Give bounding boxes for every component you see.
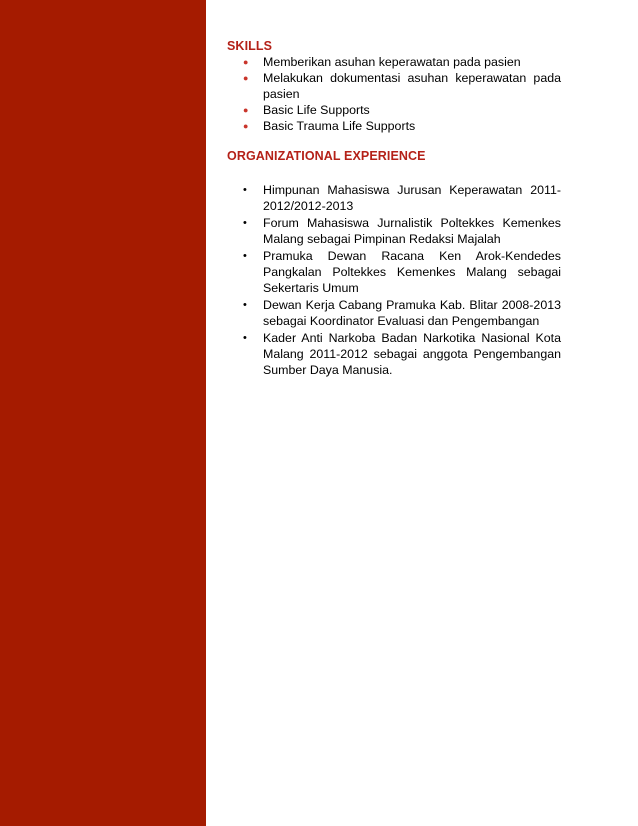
skill-text: Melakukan dokumentasi asuhan keperawatan pada pasien [263,71,561,101]
bullet-dot-icon: ● [243,121,249,131]
org-text: Pramuka Dewan Racana Ken Arok-Kendedes Pangkalan Poltekkes Kemenkes Malang sebagai Sekertaris Umum [263,249,561,295]
bullet-dot-icon: ● [243,105,249,115]
org-list-item [227,297,561,329]
org-text: Dewan Kerja Cabang Pramuka Kab. Blitar 2008-2013 sebagai Koordinator Evaluasi dan Pengembangan [263,298,561,328]
org-text: Himpunan Mahasiswa Jurusan Keperawatan 2011-2012/2012-2013 [263,183,561,213]
org-list-item [227,182,561,214]
bullet-dot-icon: • [243,299,247,311]
sidebar-panel [0,0,206,826]
org-list-item [227,248,561,296]
organizational-experience-list [227,182,561,378]
resume-content [227,32,561,379]
skills-list-item [227,118,561,134]
skill-text: Basic Life Supports [263,103,370,117]
org-text: Kader Anti Narkoba Badan Narkotika Nasional Kota Malang 2011-2012 sebagai anggota Pengembangan Sumber Daya Manusia. [263,331,561,377]
bullet-dot-icon: • [243,332,247,344]
skills-list [227,54,561,134]
skills-heading: SKILLS [227,39,273,53]
organizational-experience-heading: ORGANIZATIONAL EXPERIENCE [227,149,426,163]
org-list-item [227,330,561,378]
bullet-dot-icon: ● [243,73,249,83]
org-text: Forum Mahasiswa Jurnalistik Poltekkes Kemenkes Malang sebagai Pimpinan Redaksi Majalah [263,216,561,246]
skills-list-item [227,102,561,118]
skill-text: Memberikan asuhan keperawatan pada pasien [263,55,521,69]
skills-list-item [227,54,561,70]
bullet-dot-icon: • [243,184,247,196]
bullet-dot-icon: • [243,217,247,229]
bullet-dot-icon: • [243,250,247,262]
bullet-dot-icon: ● [243,57,249,67]
skills-list-item [227,70,561,102]
skill-text: Basic Trauma Life Supports [263,119,416,133]
org-list-item [227,215,561,247]
